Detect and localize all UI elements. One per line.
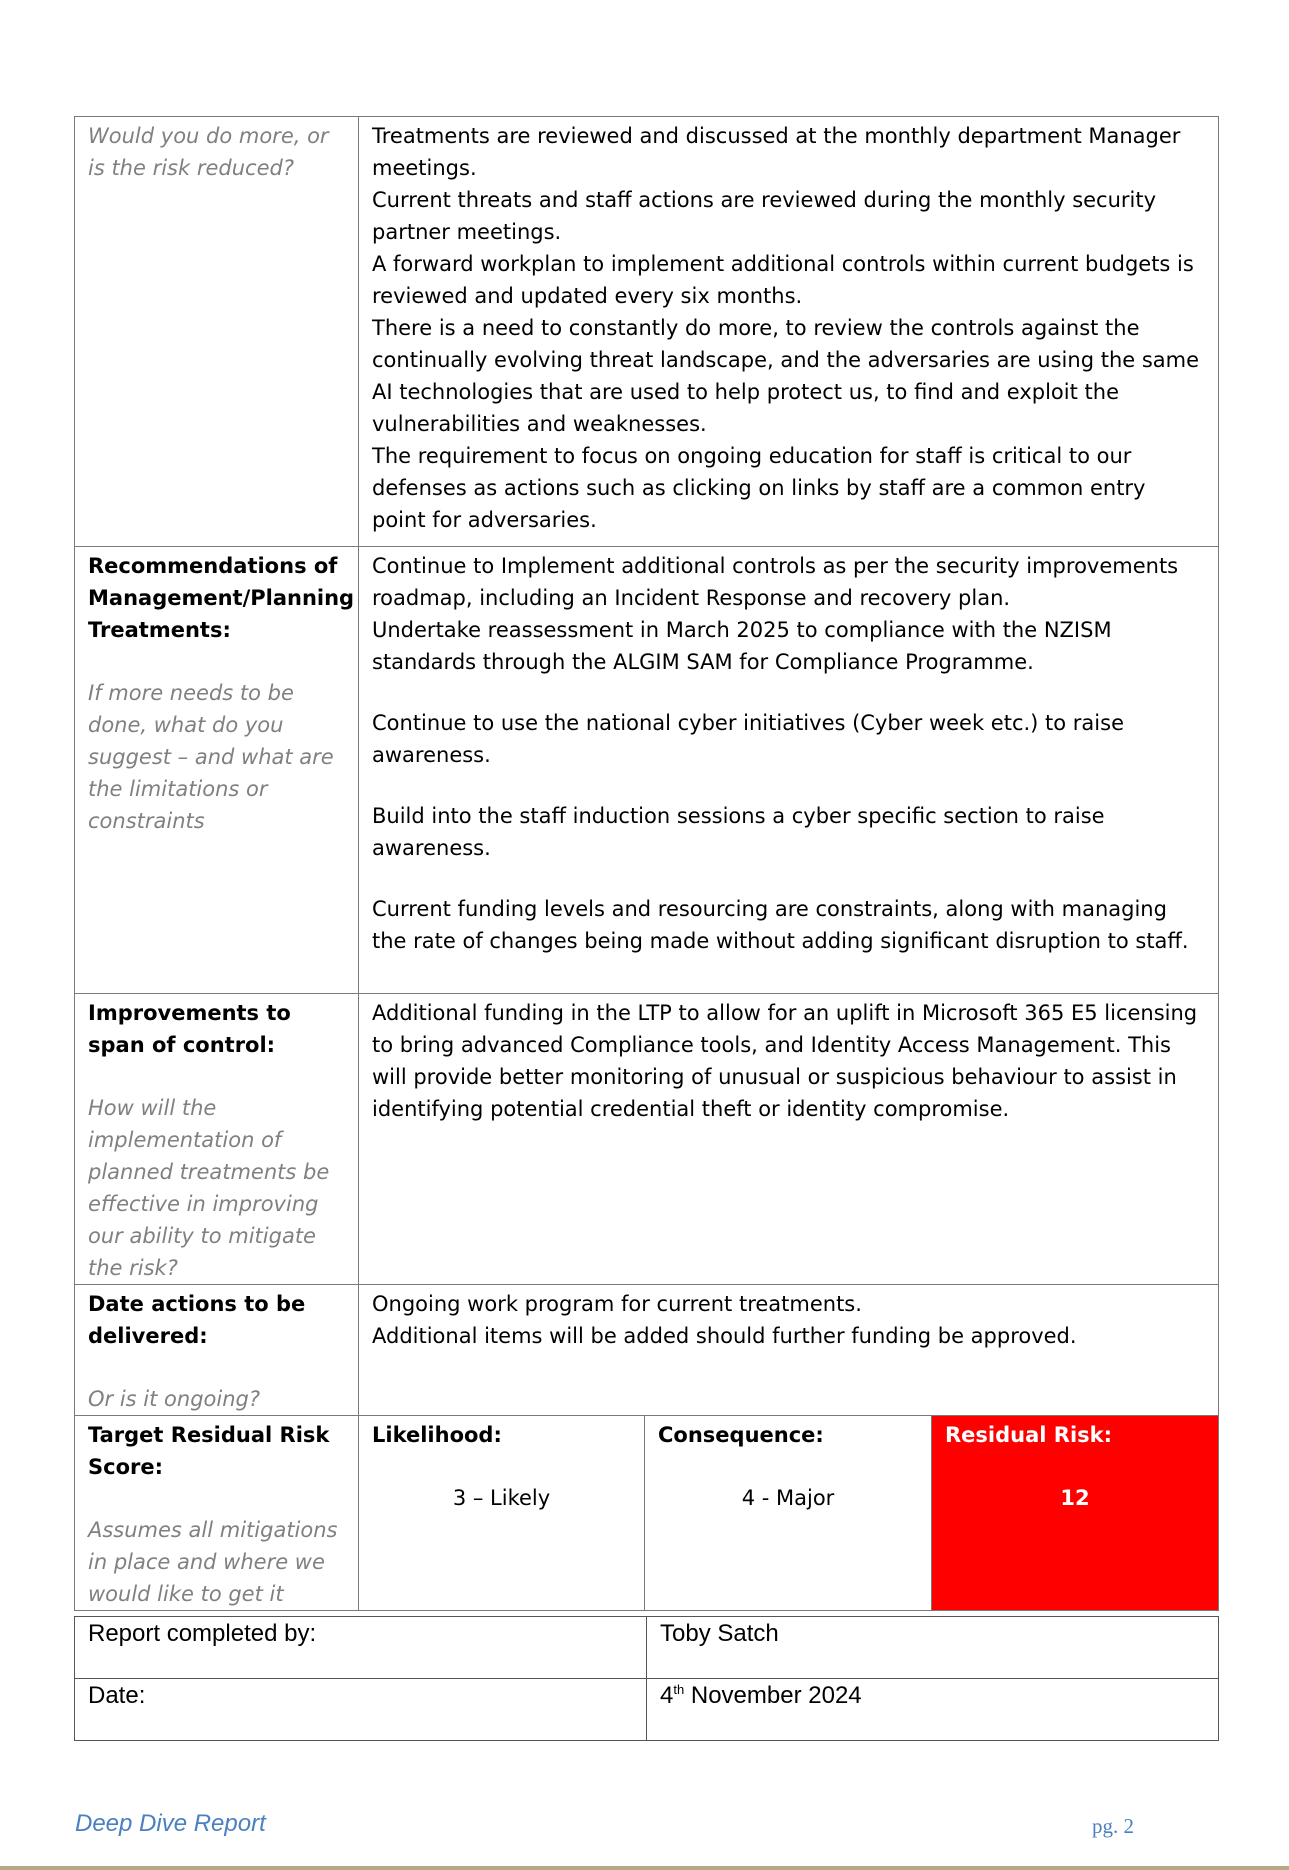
row-hint: Assumes all mitigations in place and where we would like to get it bbox=[88, 1518, 338, 1606]
paragraph: Additional funding in the LTP to allow for an uplift in Microsoft 365 E5 licensing to bring advanced Compliance tools, and Identity Access Management. This will provide better monitoring of unusual or suspicious behaviour to assist in identifying potential credential theft or identity compromise. bbox=[372, 1001, 1198, 1121]
paragraph: Current funding levels and resourcing are constraints, along with managing the rate of changes being made without adding significant disruption to staff. bbox=[372, 897, 1189, 953]
page-bottom-divider bbox=[0, 1866, 1289, 1870]
completed-by-value: Toby Satch bbox=[647, 1617, 1219, 1679]
row-recommendations bbox=[75, 547, 1219, 994]
content-cell bbox=[359, 1285, 1219, 1416]
row-hint: How will the implementation of planned treatments be effective in improving our ability to mitigate the risk? bbox=[88, 1096, 330, 1280]
row-hint: If more needs to be done, what do you suggest – and what are the limitations or constraints bbox=[88, 681, 334, 833]
label-cell bbox=[75, 1285, 359, 1416]
likelihood-value: 3 – Likely bbox=[452, 1486, 551, 1510]
content-cell bbox=[359, 994, 1219, 1285]
footer-title: Deep Dive Report bbox=[75, 1810, 266, 1837]
date-suffix: th bbox=[673, 1682, 685, 1697]
row-target-residual bbox=[75, 1416, 1219, 1611]
paragraph: Continue to Implement additional controls as per the security improvements roadmap, including an Incident Response and recovery plan. bbox=[372, 554, 1179, 610]
row-label: Date actions to be delivered: bbox=[88, 1292, 306, 1348]
content-cell bbox=[359, 117, 1219, 547]
signoff-table bbox=[74, 1616, 1219, 1741]
signoff-row-completed-by bbox=[75, 1617, 1219, 1679]
paragraph: The requirement to focus on ongoing education for staff is critical to our defenses as actions such as clicking on links by staff are a common entry point for adversaries. bbox=[372, 444, 1146, 532]
paragraph: A forward workplan to implement additional controls within current budgets is reviewed and updated every six months. bbox=[372, 252, 1194, 308]
paragraph: Build into the staff induction sessions a cyber specific section to raise awareness. bbox=[372, 804, 1105, 860]
paragraph: Ongoing work program for current treatments. bbox=[372, 1292, 862, 1316]
row-improvements bbox=[75, 994, 1219, 1285]
paragraph: Current threats and staff actions are reviewed during the monthly security partner meetings. bbox=[372, 188, 1157, 244]
risk-assessment-table bbox=[74, 116, 1219, 1611]
consequence-value: 4 - Major bbox=[741, 1486, 835, 1510]
paragraph: Continue to use the national cyber initiatives (Cyber week etc.) to raise awareness. bbox=[372, 711, 1125, 767]
date-rest: November 2024 bbox=[684, 1682, 862, 1709]
paragraph: Additional items will be added should further funding be approved. bbox=[372, 1324, 1077, 1348]
paragraph: Treatments are reviewed and discussed at the monthly department Manager meetings. bbox=[372, 124, 1181, 180]
page-number: pg. 2 bbox=[1092, 1814, 1134, 1838]
label-cell bbox=[75, 547, 359, 994]
row-label: Target Residual Risk Score: bbox=[88, 1423, 330, 1479]
date-label: Date: bbox=[75, 1679, 647, 1741]
row-hint: Or is it ongoing? bbox=[88, 1387, 260, 1411]
row-label: Recommendations of Management/Planning Treatments: bbox=[88, 554, 355, 642]
consequence-label: Consequence: bbox=[658, 1423, 824, 1447]
signoff-row-date bbox=[75, 1679, 1219, 1741]
consequence-cell bbox=[645, 1416, 932, 1611]
row-label: Improvements to span of control: bbox=[88, 1001, 291, 1057]
likelihood-cell bbox=[359, 1416, 645, 1611]
row-date-actions bbox=[75, 1285, 1219, 1416]
paragraph: There is a need to constantly do more, to review the controls against the continually evolving threat landscape, and the adversaries are using the same AI technologies that are used to help protect us, to find and exploit the vulnerabilities and weaknesses. bbox=[372, 316, 1200, 436]
residual-risk-label: Residual Risk: bbox=[945, 1423, 1113, 1447]
paragraph: Undertake reassessment in March 2025 to compliance with the NZISM standards through the ALGIM SAM for Compliance Programme. bbox=[372, 618, 1112, 674]
row-hint: Would you do more, or is the risk reduced? bbox=[88, 124, 329, 180]
label-cell bbox=[75, 1416, 359, 1611]
content-cell bbox=[359, 547, 1219, 994]
date-day: 4 bbox=[660, 1682, 674, 1709]
date-value bbox=[647, 1679, 1219, 1741]
label-cell bbox=[75, 994, 359, 1285]
residual-risk-cell bbox=[932, 1416, 1219, 1611]
completed-by-label: Report completed by: bbox=[75, 1617, 647, 1679]
row-more bbox=[75, 117, 1219, 547]
residual-risk-value: 12 bbox=[1060, 1486, 1090, 1510]
likelihood-label: Likelihood: bbox=[372, 1423, 502, 1447]
label-cell bbox=[75, 117, 359, 547]
